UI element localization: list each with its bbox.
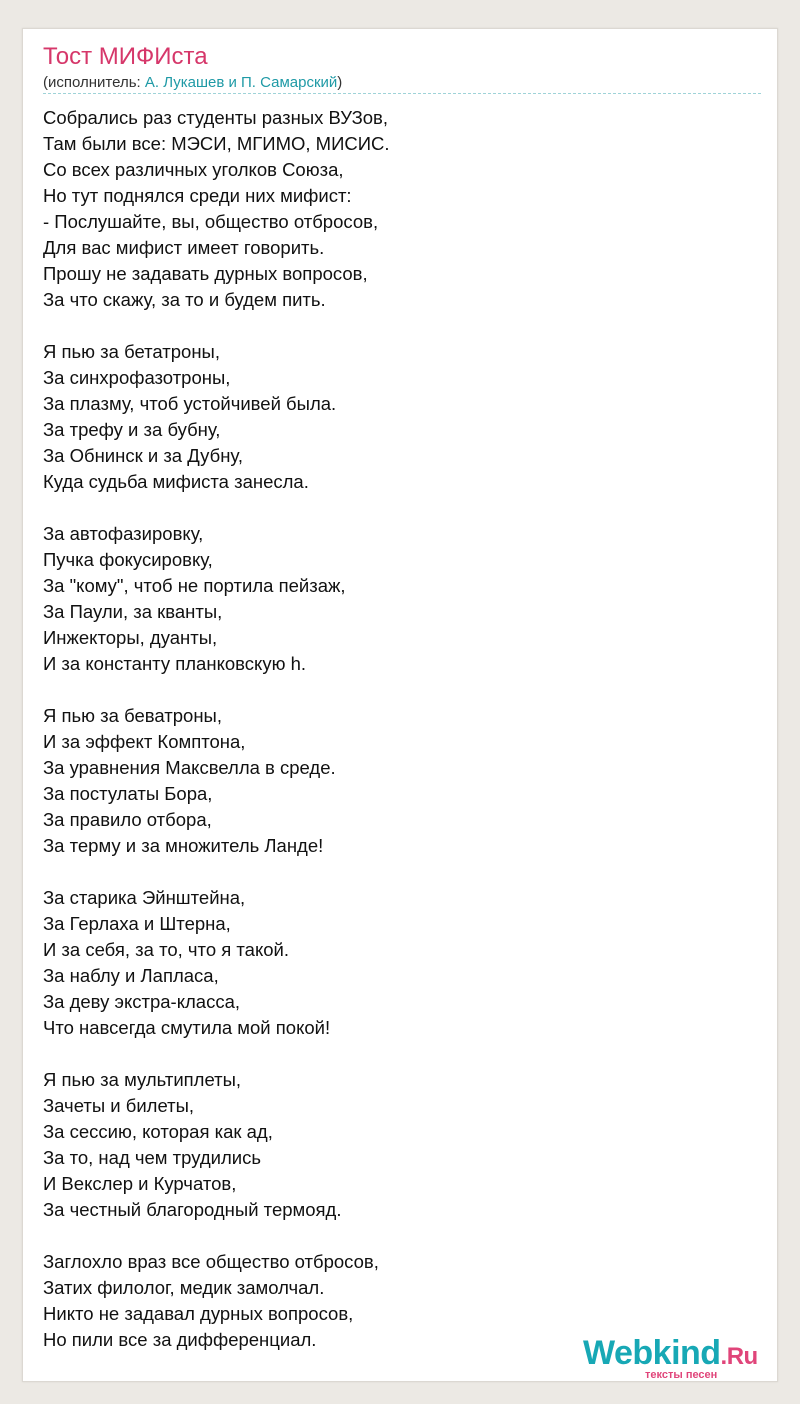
logo-tld: .Ru [720, 1343, 758, 1370]
lyric-line: За старика Эйнштейна, [43, 887, 246, 908]
lyric-line: За деву экстра-класса, [43, 991, 241, 1012]
artist-line [43, 74, 342, 91]
lyric-line: Что навсегда смутила мой покой! [43, 1017, 331, 1038]
lyric-line: И за константу планковскую h. [43, 653, 307, 674]
lyric-line: Прошу не задавать дурных вопросов, [43, 263, 368, 284]
lyric-line: И Векслер и Курчатов, [43, 1173, 237, 1194]
stanza [43, 521, 743, 677]
lyric-line: Там были все: МЭСИ, МГИМО, МИСИС. [43, 133, 390, 154]
stanza [43, 105, 743, 313]
lyric-line: За синхрофазотроны, [43, 367, 231, 388]
lyric-line: За терму и за множитель Ланде! [43, 835, 324, 856]
lyric-line: Куда судьба мифиста занесла. [43, 471, 309, 492]
song-title: Тост МИФИста [43, 43, 208, 70]
lyric-line: И за эффект Комптона, [43, 731, 246, 752]
lyric-line: Инжекторы, дуанты, [43, 627, 218, 648]
lyric-line: За Герлаха и Штерна, [43, 913, 231, 934]
lyrics-card [22, 28, 778, 1382]
lyric-line: За автофазировку, [43, 523, 204, 544]
lyric-line: Заглохло враз все общество отбросов, [43, 1251, 379, 1272]
stanza [43, 703, 743, 859]
lyric-line: За сессию, которая как ад, [43, 1121, 273, 1142]
lyric-line: За Обнинск и за Дубну, [43, 445, 243, 466]
lyric-line: За плазму, чтоб устойчивей была. [43, 393, 337, 414]
lyric-line: За трефу и за бубну, [43, 419, 221, 440]
dashed-divider [43, 93, 761, 94]
lyric-line: Пучка фокусировку, [43, 549, 213, 570]
lyric-line: Я пью за мультиплеты, [43, 1069, 242, 1090]
stanza [43, 885, 743, 1041]
lyric-line: Для вас мифист имеет говорить. [43, 237, 325, 258]
lyric-line: Со всех различных уголков Союза, [43, 159, 344, 180]
stanza [43, 1067, 743, 1223]
stanza [43, 339, 743, 495]
artist-suffix: ) [337, 74, 343, 91]
logo-name: Webkind [583, 1334, 721, 1372]
lyric-line: Но тут поднялся среди них мифист: [43, 185, 352, 206]
lyric-line: Никто не задавал дурных вопросов, [43, 1303, 354, 1324]
lyric-line: За постулаты Бора, [43, 783, 213, 804]
artist-link[interactable]: А. Лукашев и П. Самарский [144, 74, 338, 91]
lyric-line: За наблу и Лапласа, [43, 965, 219, 986]
lyric-line: За "кому", чтоб не портила пейзаж, [43, 575, 346, 596]
lyric-line: За правило отбора, [43, 809, 212, 830]
lyrics-text [43, 105, 743, 1379]
lyric-line: За то, над чем трудились [43, 1147, 261, 1168]
lyric-line: Зачеты и билеты, [43, 1095, 195, 1116]
logo-tagline: тексты песен [645, 1369, 718, 1381]
lyric-line: Я пью за бетатроны, [43, 341, 220, 362]
lyric-line: Но пили все за дифференциал. [43, 1329, 317, 1350]
lyric-line: За Паули, за кванты, [43, 601, 223, 622]
lyric-line: Собрались раз студенты разных ВУЗов, [43, 107, 389, 128]
lyric-line: Я пью за беватроны, [43, 705, 222, 726]
lyric-line: За честный благородный термояд. [43, 1199, 342, 1220]
lyric-line: - Послушайте, вы, общество отбросов, [43, 211, 379, 232]
lyric-line: За уравнения Максвелла в среде. [43, 757, 336, 778]
webkind-logo[interactable] [583, 1334, 778, 1380]
lyric-line: За что скажу, за то и будем пить. [43, 289, 326, 310]
lyric-line: И за себя, за то, что я такой. [43, 939, 290, 960]
lyric-line: Затих филолог, медик замолчал. [43, 1277, 325, 1298]
artist-prefix: (исполнитель: [43, 74, 145, 91]
